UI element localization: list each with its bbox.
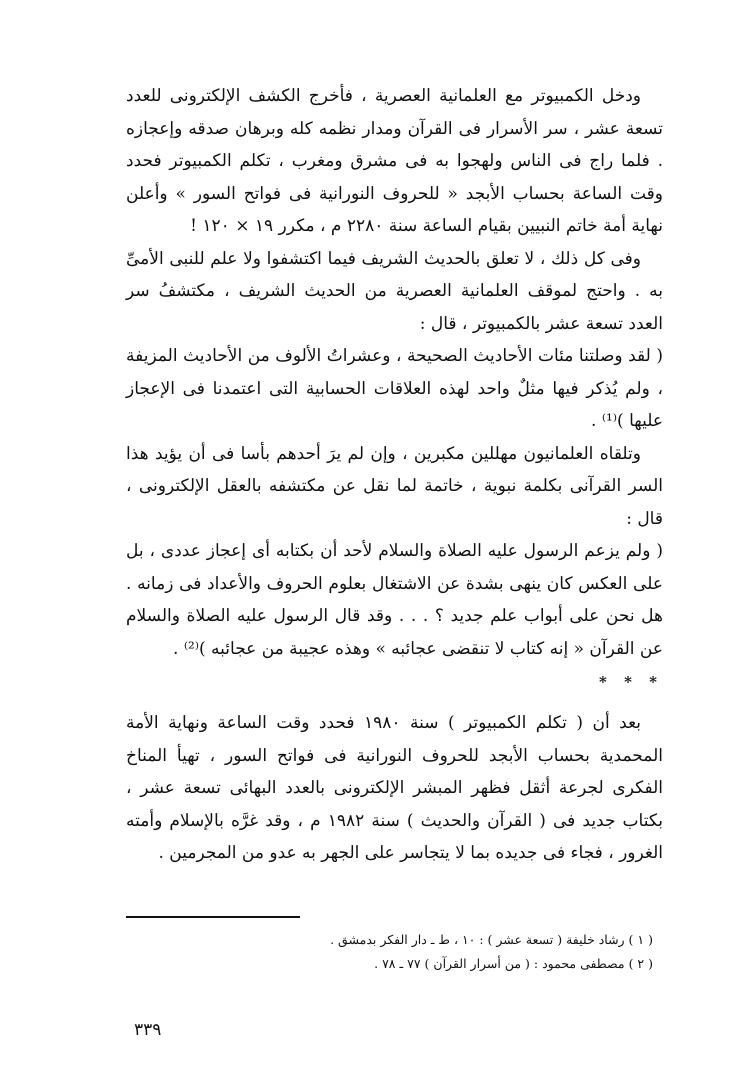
paragraph-1: ودخل الكمبيوتر مع العلمانية العصرية ، فأخرج الكشف الإلكترونى للعدد تسعة عشر ، سر الأسرار فى القرآن ومدار نظمه كله وبرهان صدقه وإعجازه . فلما راج فى الناس ولهجوا به فى مشرق ومغرب ، تكلم الكمبيوتر فحدد وقت الساعة بحساب الأبجد « للحروف النورانية فى فواتح السور » وأعلن نهاية أمة خاتم النبيين بقيام الساعة سنة ٢٢٨٠ م ، مكرر ١٩ × ١٢٠ !	[126, 86, 663, 236]
footnote-1: ( ١ ) رشاد خليفة ( تسعة عشر ) : ١٠ ، ط ـ دار الفكر بدمشق .	[330, 932, 653, 947]
paragraph-3: وتلقاه العلمانيون مهللين مكبرين ، وإن لم يرَ أحدهم بأسا فى أن يؤيد هذا السر القرآنى بكلمة نبوية ، خاتمة لما نقل عن مكتشفه بالعقل الإلكترونى ، قال :	[126, 443, 663, 529]
quotation-1: ( لقد وصلتنا مئات الأحاديث الصحيحة ، وعشراتُ الألوف من الأحاديث المزيفة ، ولم يُذكر فيها مثلٌ واحد لهذه العلاقات الحسابية التى اعتمدنا فى الإعجاز عليها )⁽¹⁾ .	[126, 346, 663, 431]
paragraph-2: وفى كل ذلك ، لا تعلق بالحديث الشريف فيما اكتشفوا ولا علم للنبى الأمىِّ به . واحتج لموقف العلمانية العصرية من الحديث الشريف ، مكتشفُ سر العدد تسعة عشر بالكمبيوتر ، قال :	[126, 248, 663, 334]
footnote-rule	[126, 916, 300, 918]
quotation-2: ( ولم يزعم الرسول عليه الصلاة والسلام لأحد أن بكتابه أى إعجاز عددى ، بل على العكس كان ينهى بشدة عن الاشتغال بعلوم الحروف والأعداد فى زمانه . هل نحن على أبواب علم جديد ؟ . . . وقد قال الرسول عليه الصلاة والسلام عن القرآن « إنه كتاب لا تنقضى عجائبه » وهذه عجيبة من عجائبه )⁽²⁾ .	[126, 541, 663, 659]
section-separator: * * *	[599, 673, 663, 691]
main-text	[126, 80, 663, 870]
footnote-2: ( ٢ ) مصطفى محمود : ( من أسرار القرآن ) ٧٧ ـ ٧٨ .	[374, 956, 653, 971]
footnotes	[126, 928, 663, 976]
paragraph-4: بعد أن ( تكلم الكمبيوتر ) سنة ١٩٨٠ فحدد وقت الساعة ونهاية الأمة المحمدية بحساب الأبجد للحروف النورانية فى فواتح السور ، تهيأ المناخ الفكرى لجرعة أثقل فظهر المبشر الإلكترونى بالعدد البهائى تسعة عشر ، بكتاب جديد فى ( القرآن والحديث ) سنة ١٩٨٢ م ، وقد غرَّه بالإسلام وأمته الغرور ، فجاء فى جديده بما لا يتجاسر على الجهر به عدو من المجرمين .	[126, 713, 663, 863]
page-number: ٣٣٩	[134, 1020, 162, 1040]
